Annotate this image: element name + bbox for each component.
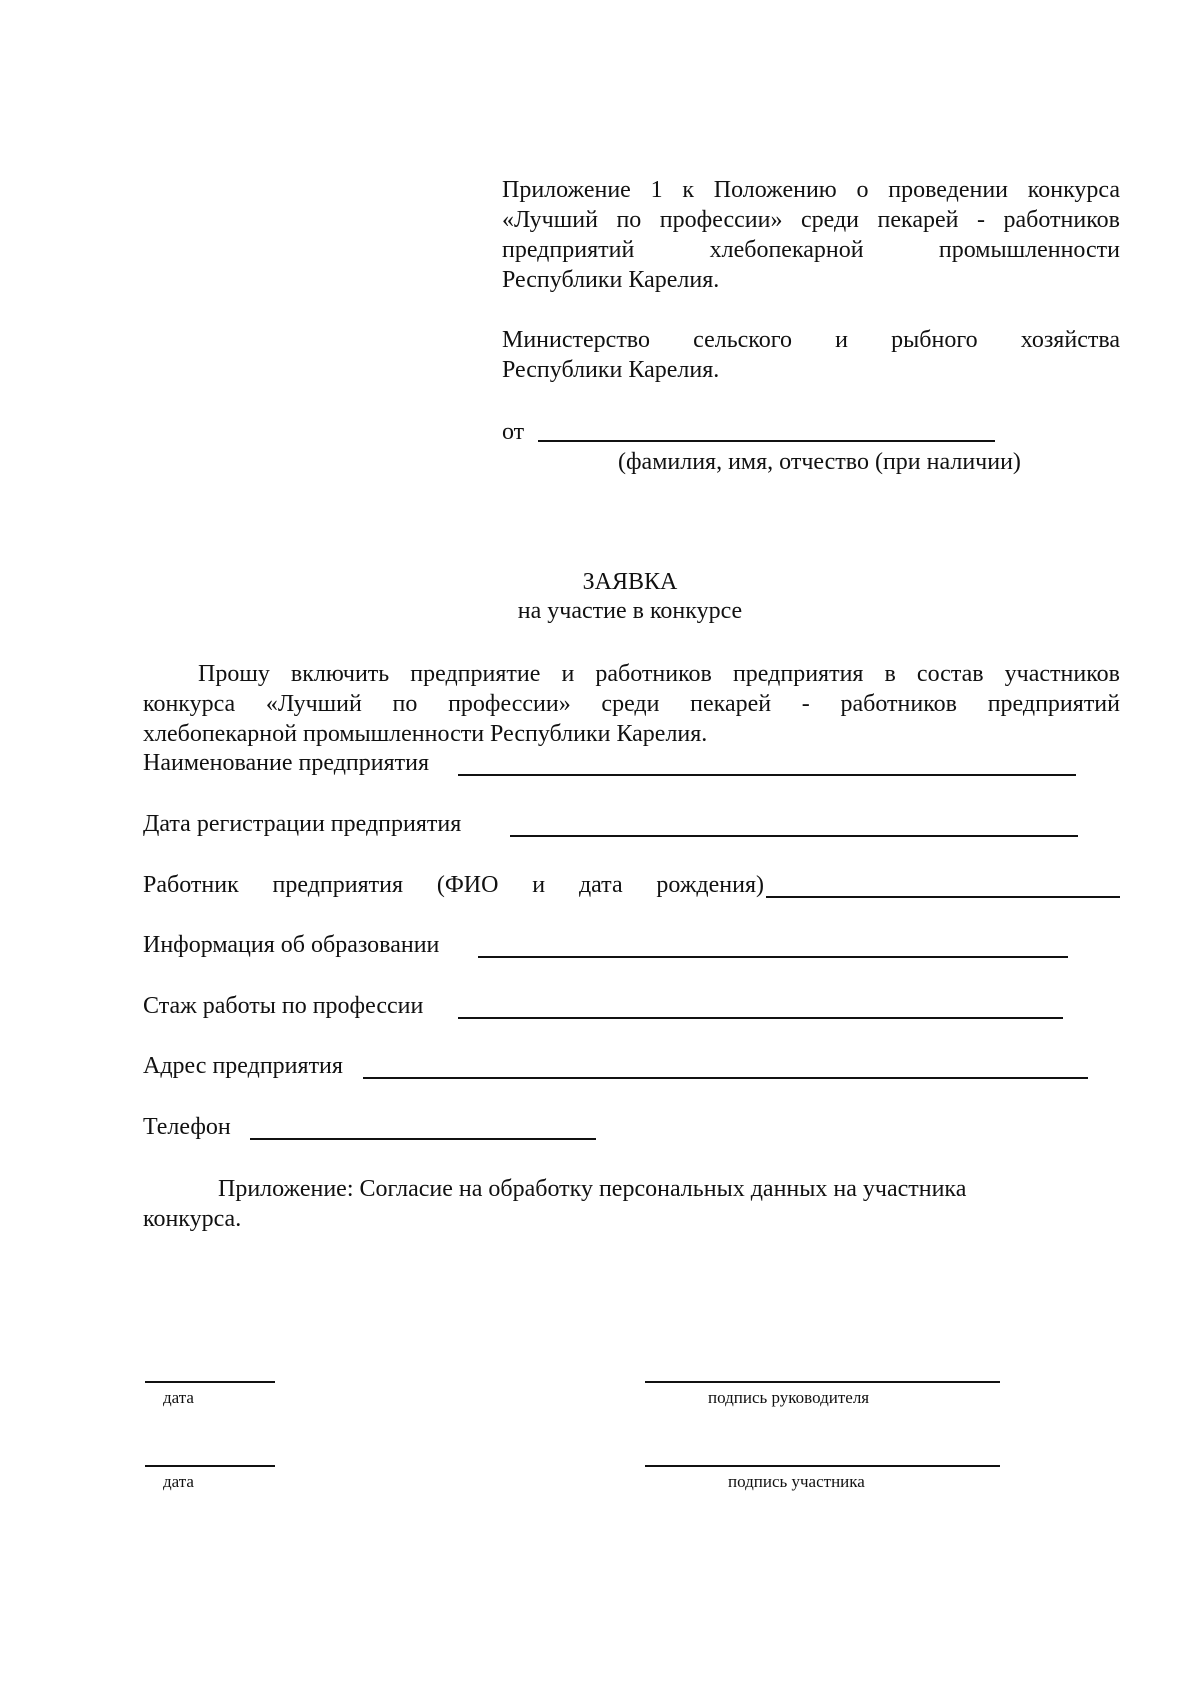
from-label: от [502,419,525,445]
participant-signature-line[interactable] [645,1465,1000,1467]
participant-signature-label: подпись участника [728,1472,865,1491]
manager-signature-line[interactable] [645,1381,1000,1383]
manager-signature-label: подпись руководителя [708,1388,870,1407]
attachment-line-1: Приложение: Согласие на обработку персональных данных на участника [218,1176,967,1202]
address-label: Адрес предприятия [143,1053,343,1079]
registration-date-line[interactable] [510,835,1078,837]
appendix-line-4: Республики Карелия. [502,267,720,293]
intro-line-1: Прошу включить предприятие и работников предприятия в состав участников [198,661,1120,687]
appendix-line-3: предприятий хлебопекарной промышленности [502,237,1120,263]
experience-line[interactable] [458,1017,1063,1019]
company-name-line[interactable] [458,774,1076,776]
appendix-line-2: «Лучший по профессии» среди пекарей - работников [502,207,1120,233]
employee-line[interactable] [766,896,1120,898]
date-line-2[interactable] [145,1465,275,1467]
phone-line[interactable] [250,1138,596,1140]
from-name-line[interactable] [538,440,995,442]
company-name-label: Наименование предприятия [143,750,430,776]
address-line[interactable] [363,1077,1088,1079]
addressee-line-2: Республики Карелия. [502,357,720,383]
date-line-1[interactable] [145,1381,275,1383]
intro-line-3: хлебопекарной промышленности Республики Карелия. [143,721,708,747]
education-label: Информация об образовании [143,932,440,958]
date-label-1: дата [163,1388,194,1407]
education-line[interactable] [478,956,1068,958]
employee-label: Работник предприятия (ФИО и дата рождения) [143,872,764,898]
appendix-line-1: Приложение 1 к Положению о проведении конкурса [502,177,1120,203]
experience-label: Стаж работы по профессии [143,993,424,1019]
document-subtitle: на участие в конкурсе [517,598,743,624]
intro-line-2: конкурса «Лучший по профессии» среди пекарей - работников предприятий [143,691,1120,717]
phone-label: Телефон [143,1114,231,1140]
addressee-line-1: Министерство сельского и рыбного хозяйства [502,327,1120,353]
document-title: ЗАЯВКА [582,569,678,595]
attachment-line-2: конкурса. [143,1206,242,1232]
registration-date-label: Дата регистрации предприятия [143,811,462,837]
from-hint: (фамилия, имя, отчество (при наличии) [618,449,1021,475]
date-label-2: дата [163,1472,194,1491]
